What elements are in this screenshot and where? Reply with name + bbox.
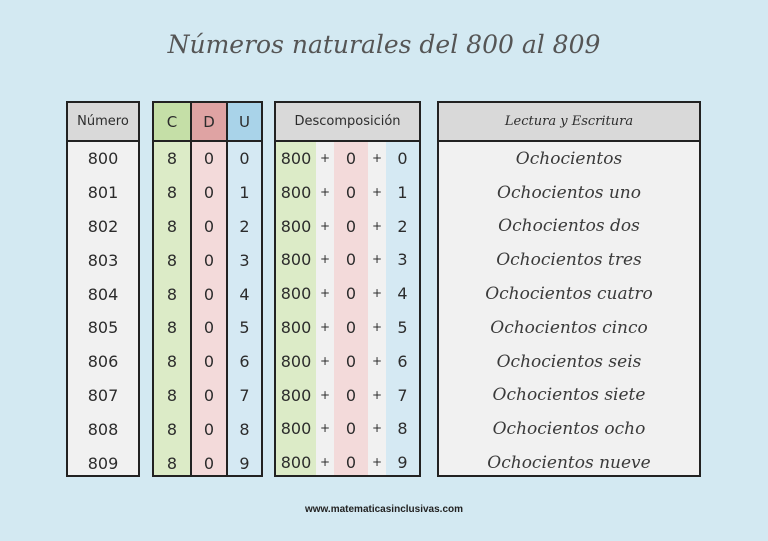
numero-rows (68, 142, 138, 475)
plus-sign: + (371, 319, 383, 334)
descomposicion-row (276, 277, 419, 311)
u-digit-cell: 9 (239, 453, 250, 473)
page-title: Números naturales del 800 al 809 (167, 30, 601, 59)
centenas-value: 800 (280, 216, 312, 236)
plus-sign: + (319, 353, 331, 368)
c-digit-cell: 8 (166, 453, 178, 473)
u-digit-cell: 2 (239, 216, 250, 236)
unidades-value: 0 (397, 149, 408, 168)
unidades-value: 4 (397, 284, 408, 304)
c-digit-cell: 8 (166, 250, 178, 270)
c-digit-cell: 8 (166, 149, 178, 169)
decenas-value: 0 (345, 182, 357, 202)
unidades-value: 8 (397, 419, 408, 439)
d-header: D (192, 103, 226, 142)
c-digit-cell: 8 (166, 318, 178, 338)
d-digit-cell: 0 (203, 385, 215, 405)
u-digit-cell: 5 (239, 318, 250, 338)
unidades-value: 7 (397, 385, 408, 405)
numero-cell: 800 (87, 149, 119, 169)
plus-sign: + (319, 387, 331, 402)
d-digit-cell: 0 (203, 453, 215, 473)
lectura-cell: Ochocientos tres (496, 250, 642, 271)
unidades-value: 2 (397, 216, 408, 236)
descomposicion-row (276, 176, 419, 210)
d-digit-cell: 0 (203, 284, 215, 304)
decenas-value: 0 (345, 149, 357, 168)
descomposicion-row (276, 446, 419, 477)
centenas-value: 800 (280, 182, 312, 202)
numero-header: Número (68, 103, 138, 142)
plus-sign: + (371, 252, 383, 267)
u-rows (228, 142, 261, 475)
plus-sign: + (319, 151, 331, 165)
lectura-cell: Ochocientos cinco (490, 317, 648, 338)
lectura-cell: Ochocientos uno (497, 182, 641, 203)
descomposicion-rows (276, 142, 419, 475)
lectura-rows (439, 142, 699, 475)
u-digit-cell: 8 (239, 419, 250, 439)
u-digit-cell: 4 (239, 284, 250, 304)
descomposicion-header: Descomposición (276, 103, 419, 142)
c-digit-cell: 8 (166, 352, 178, 372)
d-digit-cell: 0 (203, 419, 215, 439)
centenas-value: 800 (280, 317, 312, 337)
numero-cell: 801 (87, 183, 119, 203)
plus-sign: + (371, 286, 383, 301)
centenas-value: 800 (280, 149, 312, 168)
c-rows (154, 142, 190, 475)
unidades-value: 3 (397, 250, 408, 270)
lectura-table (437, 101, 701, 477)
plus-sign: + (371, 353, 383, 368)
descomposicion-row (276, 311, 419, 345)
lectura-cell: Ochocientos nueve (487, 453, 651, 474)
u-digit-cell: 0 (239, 149, 250, 169)
centenas-value: 800 (280, 284, 312, 304)
numero-cell: 809 (87, 453, 119, 473)
plus-sign: + (371, 218, 383, 233)
plus-sign: + (371, 421, 383, 436)
cdu-table (152, 101, 263, 477)
decenas-value: 0 (345, 284, 357, 304)
decenas-value: 0 (345, 250, 357, 270)
d-digit-cell: 0 (203, 352, 215, 372)
centenas-value: 800 (280, 419, 312, 439)
numero-cell: 804 (87, 284, 119, 304)
u-digit-cell: 1 (239, 183, 250, 203)
c-digit-cell: 8 (166, 284, 178, 304)
descomposicion-row (276, 243, 419, 277)
d-digit-cell: 0 (203, 250, 215, 270)
decenas-value: 0 (345, 385, 357, 405)
plus-sign: + (319, 218, 331, 233)
descomposicion-row (276, 142, 419, 176)
website-footer: www.matematicasinclusivas.com (304, 504, 464, 515)
centenas-value: 800 (280, 453, 312, 473)
d-digit-cell: 0 (203, 216, 215, 236)
numero-cell: 802 (87, 216, 119, 236)
d-rows (192, 142, 226, 475)
c-digit-cell: 8 (166, 385, 178, 405)
descomposicion-row (276, 210, 419, 244)
u-digit-cell: 6 (239, 352, 250, 372)
plus-sign: + (319, 421, 331, 436)
u-column (228, 103, 261, 475)
decenas-value: 0 (345, 351, 357, 371)
descomposicion-table (274, 101, 421, 477)
unidades-value: 1 (397, 182, 408, 202)
plus-sign: + (319, 286, 331, 301)
plus-sign: + (371, 387, 383, 402)
d-digit-cell: 0 (203, 318, 215, 338)
d-digit-cell: 0 (203, 149, 215, 169)
lectura-header: Lectura y Escritura (439, 103, 699, 142)
lectura-cell: Ochocientos seis (496, 351, 642, 372)
decenas-value: 0 (345, 317, 357, 337)
plus-sign: + (371, 184, 383, 199)
u-digit-cell: 7 (239, 385, 250, 405)
numero-cell: 808 (87, 419, 119, 439)
numero-cell: 807 (87, 385, 119, 405)
d-digit-cell: 0 (203, 183, 215, 203)
numero-cell: 806 (87, 352, 119, 372)
centenas-value: 800 (280, 385, 312, 405)
plus-sign: + (371, 455, 383, 470)
plus-sign: + (371, 151, 383, 165)
plus-sign: + (319, 319, 331, 334)
unidades-value: 5 (397, 317, 408, 337)
decenas-value: 0 (345, 419, 357, 439)
c-column (154, 103, 190, 475)
c-digit-cell: 8 (166, 216, 178, 236)
c-digit-cell: 8 (166, 419, 178, 439)
lectura-cell: Ochocientos cuatro (485, 284, 653, 305)
centenas-value: 800 (280, 351, 312, 371)
numero-table (66, 101, 140, 477)
u-digit-cell: 3 (239, 250, 250, 270)
u-header: U (228, 103, 261, 142)
numero-cell: 805 (87, 318, 119, 338)
numero-cell: 803 (87, 250, 119, 270)
plus-sign: + (319, 455, 331, 470)
plus-sign: + (319, 184, 331, 199)
d-column (192, 103, 226, 475)
descomposicion-row (276, 379, 419, 413)
descomposicion-row (276, 412, 419, 446)
unidades-value: 6 (397, 351, 408, 371)
lectura-cell: Ochocientos dos (498, 216, 640, 237)
lectura-cell: Ochocientos (515, 148, 623, 169)
centenas-value: 800 (280, 250, 312, 270)
decenas-value: 0 (345, 453, 357, 473)
lectura-cell: Ochocientos ocho (492, 419, 646, 440)
c-digit-cell: 8 (166, 183, 178, 203)
lectura-cell: Ochocientos siete (492, 385, 646, 406)
c-header: C (154, 103, 190, 142)
descomposicion-row (276, 345, 419, 379)
plus-sign: + (319, 252, 331, 267)
decenas-value: 0 (345, 216, 357, 236)
unidades-value: 9 (397, 453, 408, 473)
